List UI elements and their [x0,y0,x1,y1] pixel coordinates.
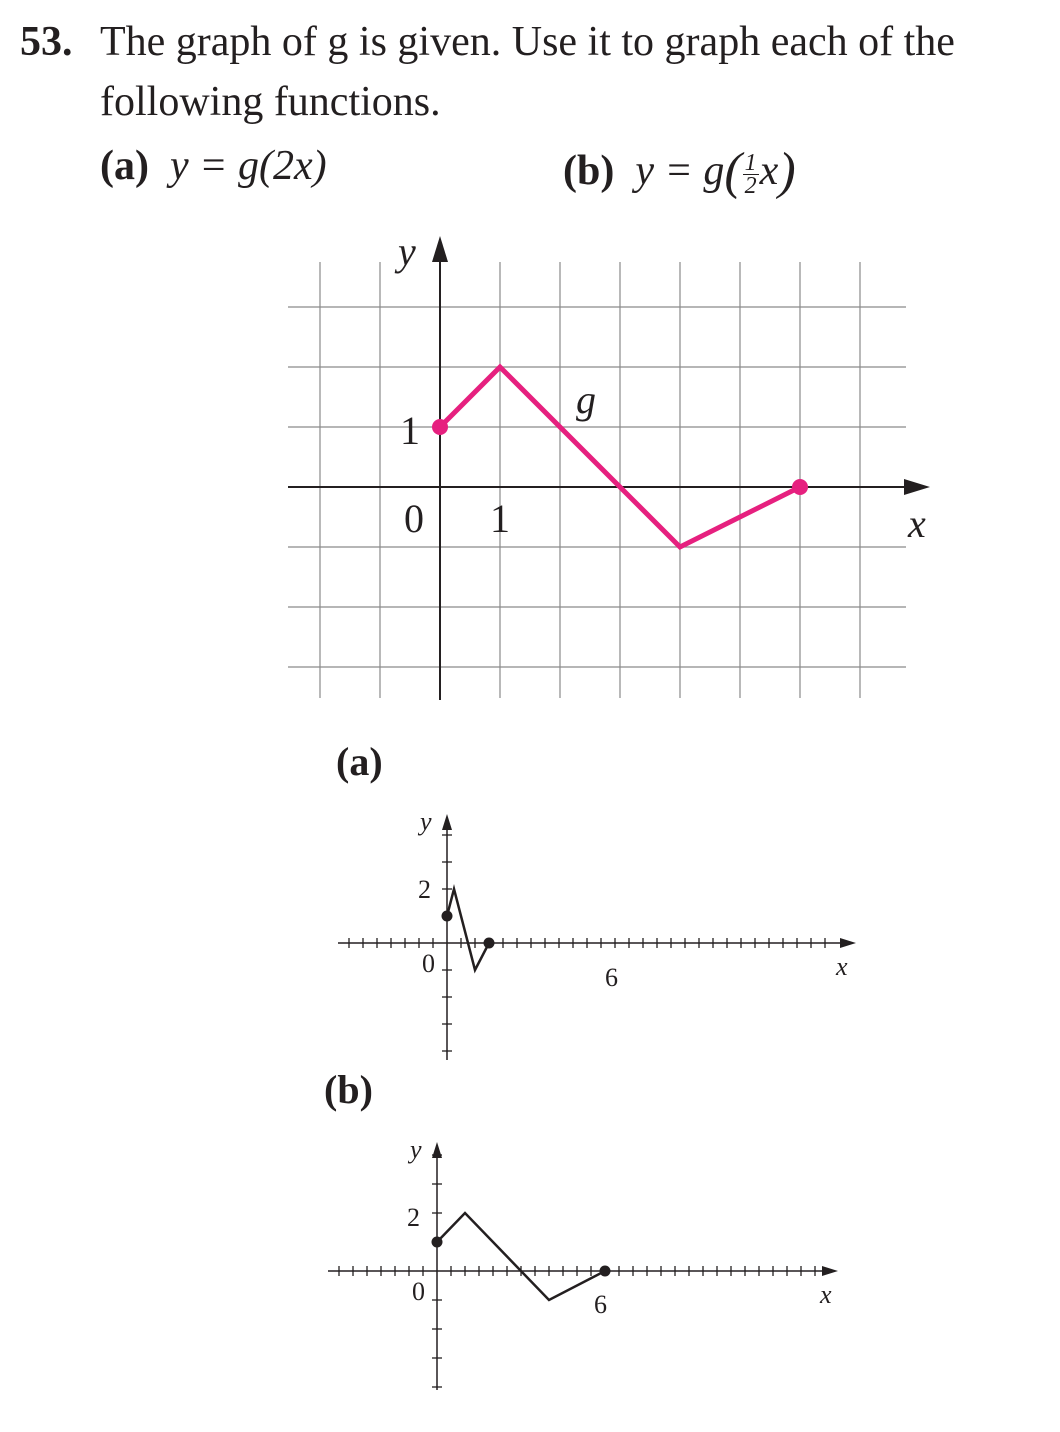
main-y-label: y [398,229,416,274]
answer-b-origin-label: 0 [412,1277,425,1306]
answer-b-end-point [600,1266,611,1277]
main-curve-start-point [432,419,448,435]
answer-a-start-point [442,911,453,922]
answer-a-label: (a) [336,739,383,784]
main-curve-end-point [792,479,808,495]
answer-b-curve [432,1213,611,1300]
answer-b-start-point [432,1237,443,1248]
answer-a-origin-label: 0 [422,949,435,978]
problem-text-line2: following functions. [100,79,441,125]
answer-a-x-tick-label: 6 [605,963,618,992]
answer-a-x-arrow [840,938,856,948]
answer-b-x-label: x [820,1280,832,1309]
answer-b-curve-line [437,1213,605,1300]
answer-a-y-tick-label: 2 [418,875,431,904]
answer-b-y-tick-label: 2 [407,1203,420,1232]
answer-a-y-arrow [442,814,452,830]
answer-b-y-label: y [410,1135,422,1164]
part-a-expr: y = g(2x) [169,143,327,189]
main-y-arrow [432,236,448,262]
answer-b-graph [328,1135,838,1390]
main-x-tick-label: 1 [490,496,510,541]
answer-a-y-label: y [420,807,432,836]
main-graph [288,229,930,700]
answer-a-graph [338,807,856,1060]
answer-b-x-tick-label: 6 [594,1290,607,1319]
part-b-expr: y = g( $\frac{1}{2}$ x) [635,143,796,200]
main-grid [288,262,906,698]
main-x-arrow [904,479,930,495]
answer-b-y-arrow [432,1142,442,1158]
answer-b-x-arrow [822,1266,838,1276]
answer-b-label: (b) [324,1067,373,1112]
part-a-label: (a) [100,143,149,189]
problem-number: 53. [20,19,73,65]
half-fraction: $\frac{1}{2}$ [744,149,757,199]
main-y-tick-label: 1 [400,408,420,453]
main-curve-label: g [576,377,596,422]
part-b-label: (b) [563,148,615,194]
answer-a-end-point [484,938,495,949]
answer-a-curve-line [447,889,489,970]
answer-a-x-label: x [836,952,848,981]
main-origin-label: 0 [404,496,424,541]
main-x-label: x [908,501,926,546]
problem-text-1: The graph of g is given. Use it to graph each of the [100,19,955,65]
answer-a-curve [442,889,495,970]
